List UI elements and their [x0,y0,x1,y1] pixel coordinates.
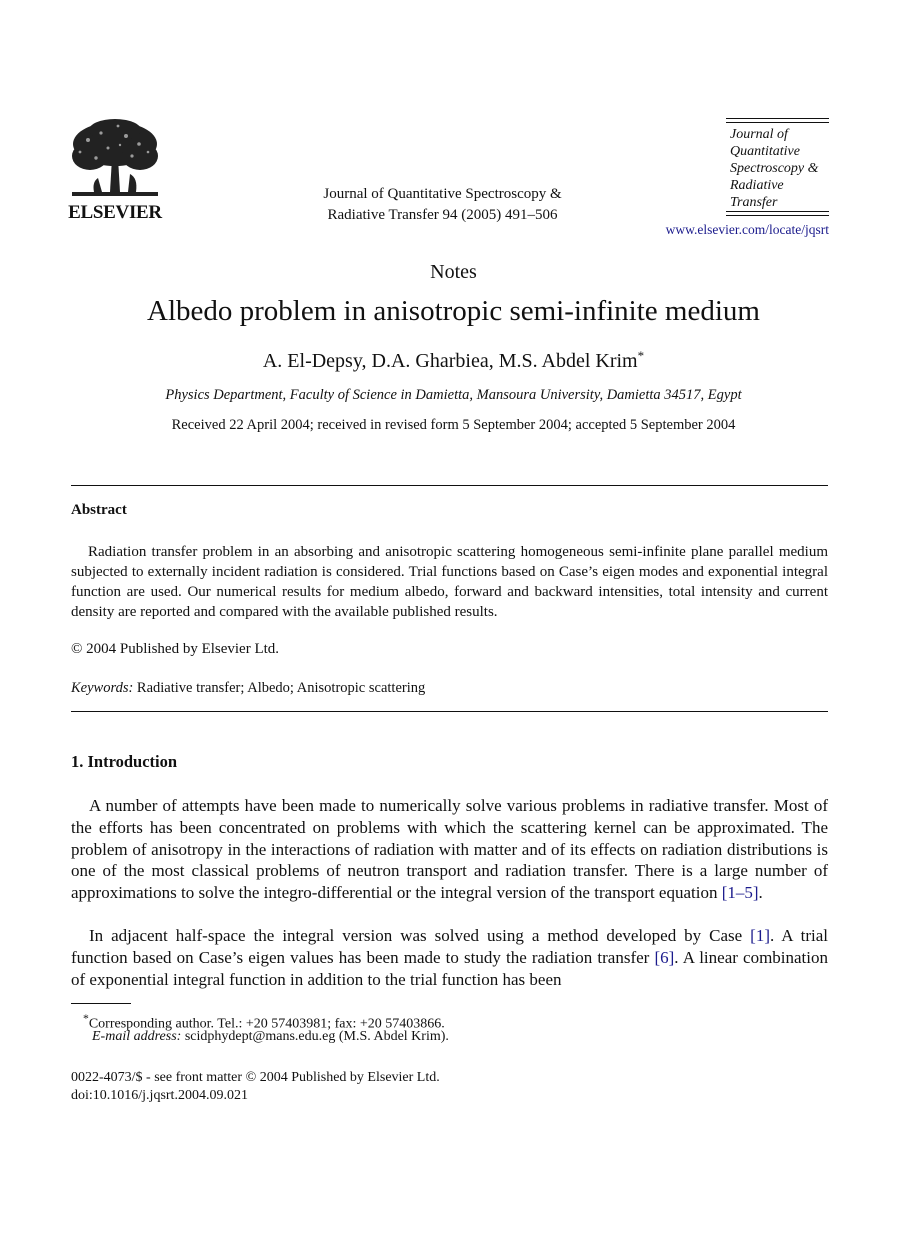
divider [71,485,828,486]
journal-logo [726,118,829,216]
intro-paragraph-1 [71,795,828,904]
journal-logo-line: Radiative [730,178,784,193]
keywords-label: Keywords: [71,680,134,696]
journal-url-link[interactable]: www.elsevier.com/locate/jqsrt [665,222,829,237]
citation-link[interactable]: [6] [654,947,675,967]
journal-logo-line: Quantitative [730,144,800,159]
keywords [71,680,425,697]
keywords-text: Radiative transfer; Albedo; Anisotropic scattering [136,680,426,696]
footnote-rule [71,1003,131,1004]
footnote-email [92,1028,449,1046]
divider [71,711,828,712]
paragraph-text: . A trial function based on Case’s eigen values has been made to study the radiation transfer [71,926,828,967]
paragraph-text: In adjacent half-space the integral version was solved using a method developed by Case [89,926,751,945]
section-heading-introduction: 1. Introduction [71,752,178,771]
publisher-logo [68,118,162,223]
section-label: Notes [430,261,477,283]
journal-citation-line2: Radiative Transfer 94 (2005) 491–506 [327,207,558,223]
author-list [0,348,907,373]
article-dates: Received 22 April 2004; received in revised form 5 September 2004; accepted 5 September 2004 [171,417,736,433]
journal-logo-line: Journal of [730,127,788,142]
journal-citation-line1: Journal of Quantitative Spectroscopy & [323,186,562,202]
journal-citation [290,184,595,226]
journal-logo-text [730,126,819,211]
paragraph-text: . [758,883,763,903]
elsevier-tree-icon [68,118,162,202]
article-title: Albedo problem in anisotropic semi-infinite medium [147,295,760,327]
publisher-name: ELSEVIER [68,202,162,223]
citation-link[interactable]: [1] [750,926,770,945]
email-label: E-mail address: [92,1029,182,1044]
issn-line: 0022-4073/$ - see front matter © 2004 Published by Elsevier Ltd. [71,1070,440,1085]
abstract-copyright: © 2004 Published by Elsevier Ltd. [71,641,280,657]
email-text: scidphydept@mans.edu.eg (M.S. Abdel Krim). [181,1029,449,1044]
abstract-text: Radiation transfer problem in an absorbing and anisotropic scattering homogeneous semi-infinite plane parallel medium subjected to externally incident radiation is considered. Trial functions based on Case’s eigen modes and exponential integral function are used. Our numerical results for medium albedo, forward and backward intensities, total intensity and current density are reported and compared with the available published results. [71,544,828,620]
citation-link[interactable]: [1–5] [721,883,759,903]
authors-text: A. El-Depsy, D.A. Gharbiea, M.S. Abdel Krim [262,350,638,372]
footnote-text: Corresponding author. Tel.: +20 57403981; fax: +20 57403866. [88,1016,445,1032]
intro-paragraph-2 [71,925,828,990]
journal-logo-line: Transfer [730,195,778,210]
journal-logo-line: Spectroscopy & [730,161,819,176]
doi-link[interactable]: doi:10.1016/j.jqsrt.2004.09.021 [71,1088,248,1103]
affiliation: Physics Department, Faculty of Science in Damietta, Mansoura University, Damietta 34517, Egypt [165,387,742,403]
paragraph-text: A number of attempts have been made to numerically solve various problems in radiative transfer. Most of the efforts has been concentrated on problems with which the scattering kernel can be approximated. The problem of anisotropy in the interactions of radiation with matter and of its effects on radiation distributions is one of the most classical problems of neutron transport and radiation transfer. There is a large number of approximations to solve the integro-differential or the integral version of the transport equation [71,796,828,903]
footnote-mark: * [83,1012,89,1025]
paragraph-text: . A linear combination of exponential integral function in addition to the trial function has been [71,947,829,989]
corresponding-mark-link[interactable]: * [637,348,645,363]
abstract-heading: Abstract [71,502,127,518]
